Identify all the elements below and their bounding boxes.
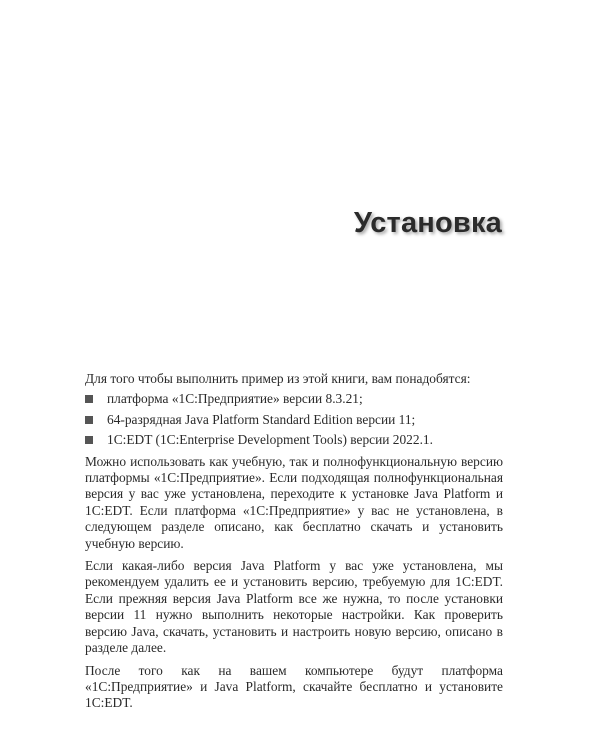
square-bullet-icon: [85, 436, 93, 444]
list-item-text: платформа «1С:Предприятие» версии 8.3.21;: [107, 391, 363, 407]
list-item-text: 1C:EDT (1C:Enterprise Development Tools) версии 2022.1.: [107, 432, 433, 448]
list-item: [85, 391, 503, 407]
square-bullet-icon: [85, 395, 93, 403]
square-bullet-icon: [85, 416, 93, 424]
list-item: [85, 412, 503, 428]
requirements-list: [85, 391, 503, 448]
body-text: [85, 371, 503, 718]
list-item-text: 64-разрядная Java Platform Standard Edition версии 11;: [107, 411, 416, 427]
list-item: [85, 432, 503, 448]
paragraph: Если какая-либо версия Java Platform у вас уже установлена, мы рекомендуем удалить ее и установить версию, требуемую для 1C:EDT. Если прежняя версия Java Platform все же нужна, то после установки версии 11 нужно выполнить некоторые настройки. Как проверить версию Java, скачать, установить и настроить новую версию, описано в разделе далее.: [85, 558, 503, 656]
intro-text: Для того чтобы выполнить пример из этой книги, вам понадобятся:: [85, 371, 471, 386]
paragraph: После того как на вашем компьютере будут платформа «1С:Предприятие» и Java Platform, скачайте бесплатно и установите 1C:EDT.: [85, 662, 503, 711]
chapter-title: Установка: [353, 207, 502, 239]
paragraph: Можно использовать как учебную, так и полнофункциональную версию платформы «1С:Предприятие». Если подходящая полнофункциональная версия у вас уже установлена, переходите к установке Java Platform и 1C:EDT. Если платформа «1С:Предприятие» у вас не установлена, в следующем разделе описано, как бесплатно скачать и установить учебную версию.: [85, 453, 503, 551]
